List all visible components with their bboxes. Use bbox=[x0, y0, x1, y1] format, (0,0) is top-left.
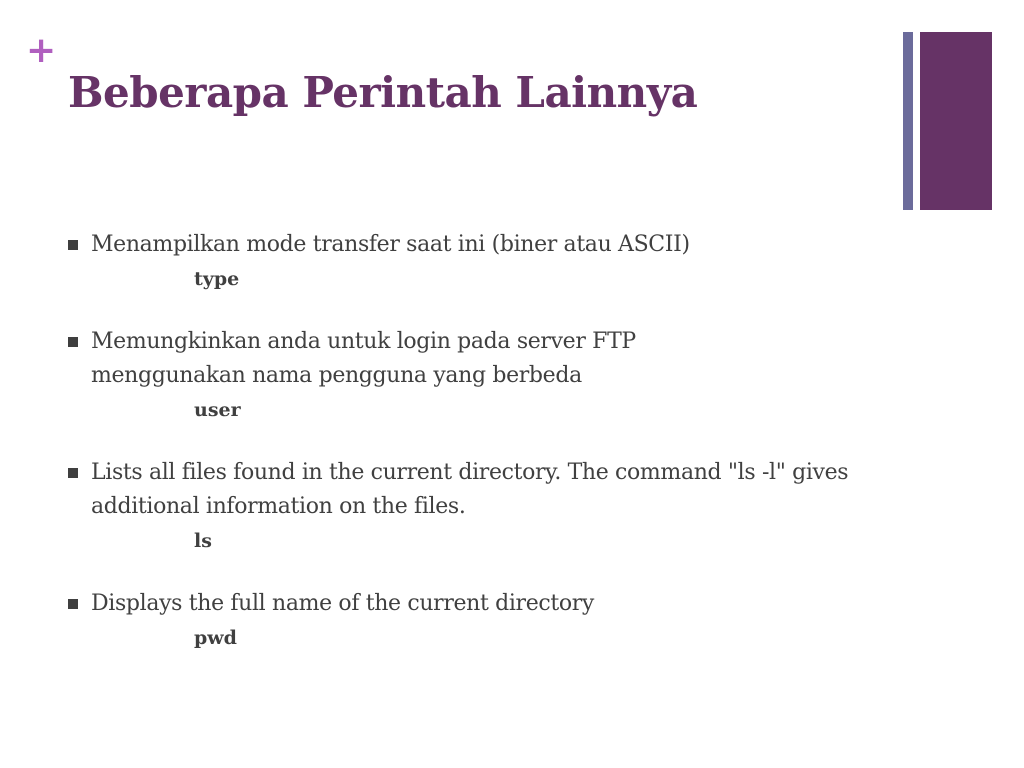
bullet-text: Lists all files found in the current directory. The command "ls -l" gives additional information on the files. bbox=[91, 460, 849, 519]
bullet-item-ls bbox=[68, 456, 888, 555]
command-label: ls bbox=[194, 530, 212, 552]
decorative-block bbox=[920, 32, 992, 210]
decorative-bar-thin bbox=[903, 32, 913, 210]
square-bullet-icon bbox=[68, 468, 78, 478]
square-bullet-icon bbox=[68, 240, 78, 250]
slide-title: Beberapa Perintah Lainnya bbox=[68, 68, 698, 117]
command-label: user bbox=[194, 399, 241, 421]
bullet-text: Memungkinkan anda untuk login pada server FTP menggunakan nama pengguna yang berbeda bbox=[91, 329, 636, 388]
bullet-list bbox=[68, 228, 888, 652]
bullet-item-user bbox=[68, 325, 888, 424]
command-label: type bbox=[194, 268, 240, 290]
bullet-item-type bbox=[68, 228, 888, 293]
plus-icon: + bbox=[26, 30, 57, 71]
bullet-text: Displays the full name of the current directory bbox=[91, 591, 594, 616]
bullet-item-pwd bbox=[68, 587, 888, 652]
command-label: pwd bbox=[194, 627, 237, 649]
square-bullet-icon bbox=[68, 599, 78, 609]
bullet-text: Menampilkan mode transfer saat ini (biner atau ASCII) bbox=[91, 232, 690, 257]
square-bullet-icon bbox=[68, 337, 78, 347]
